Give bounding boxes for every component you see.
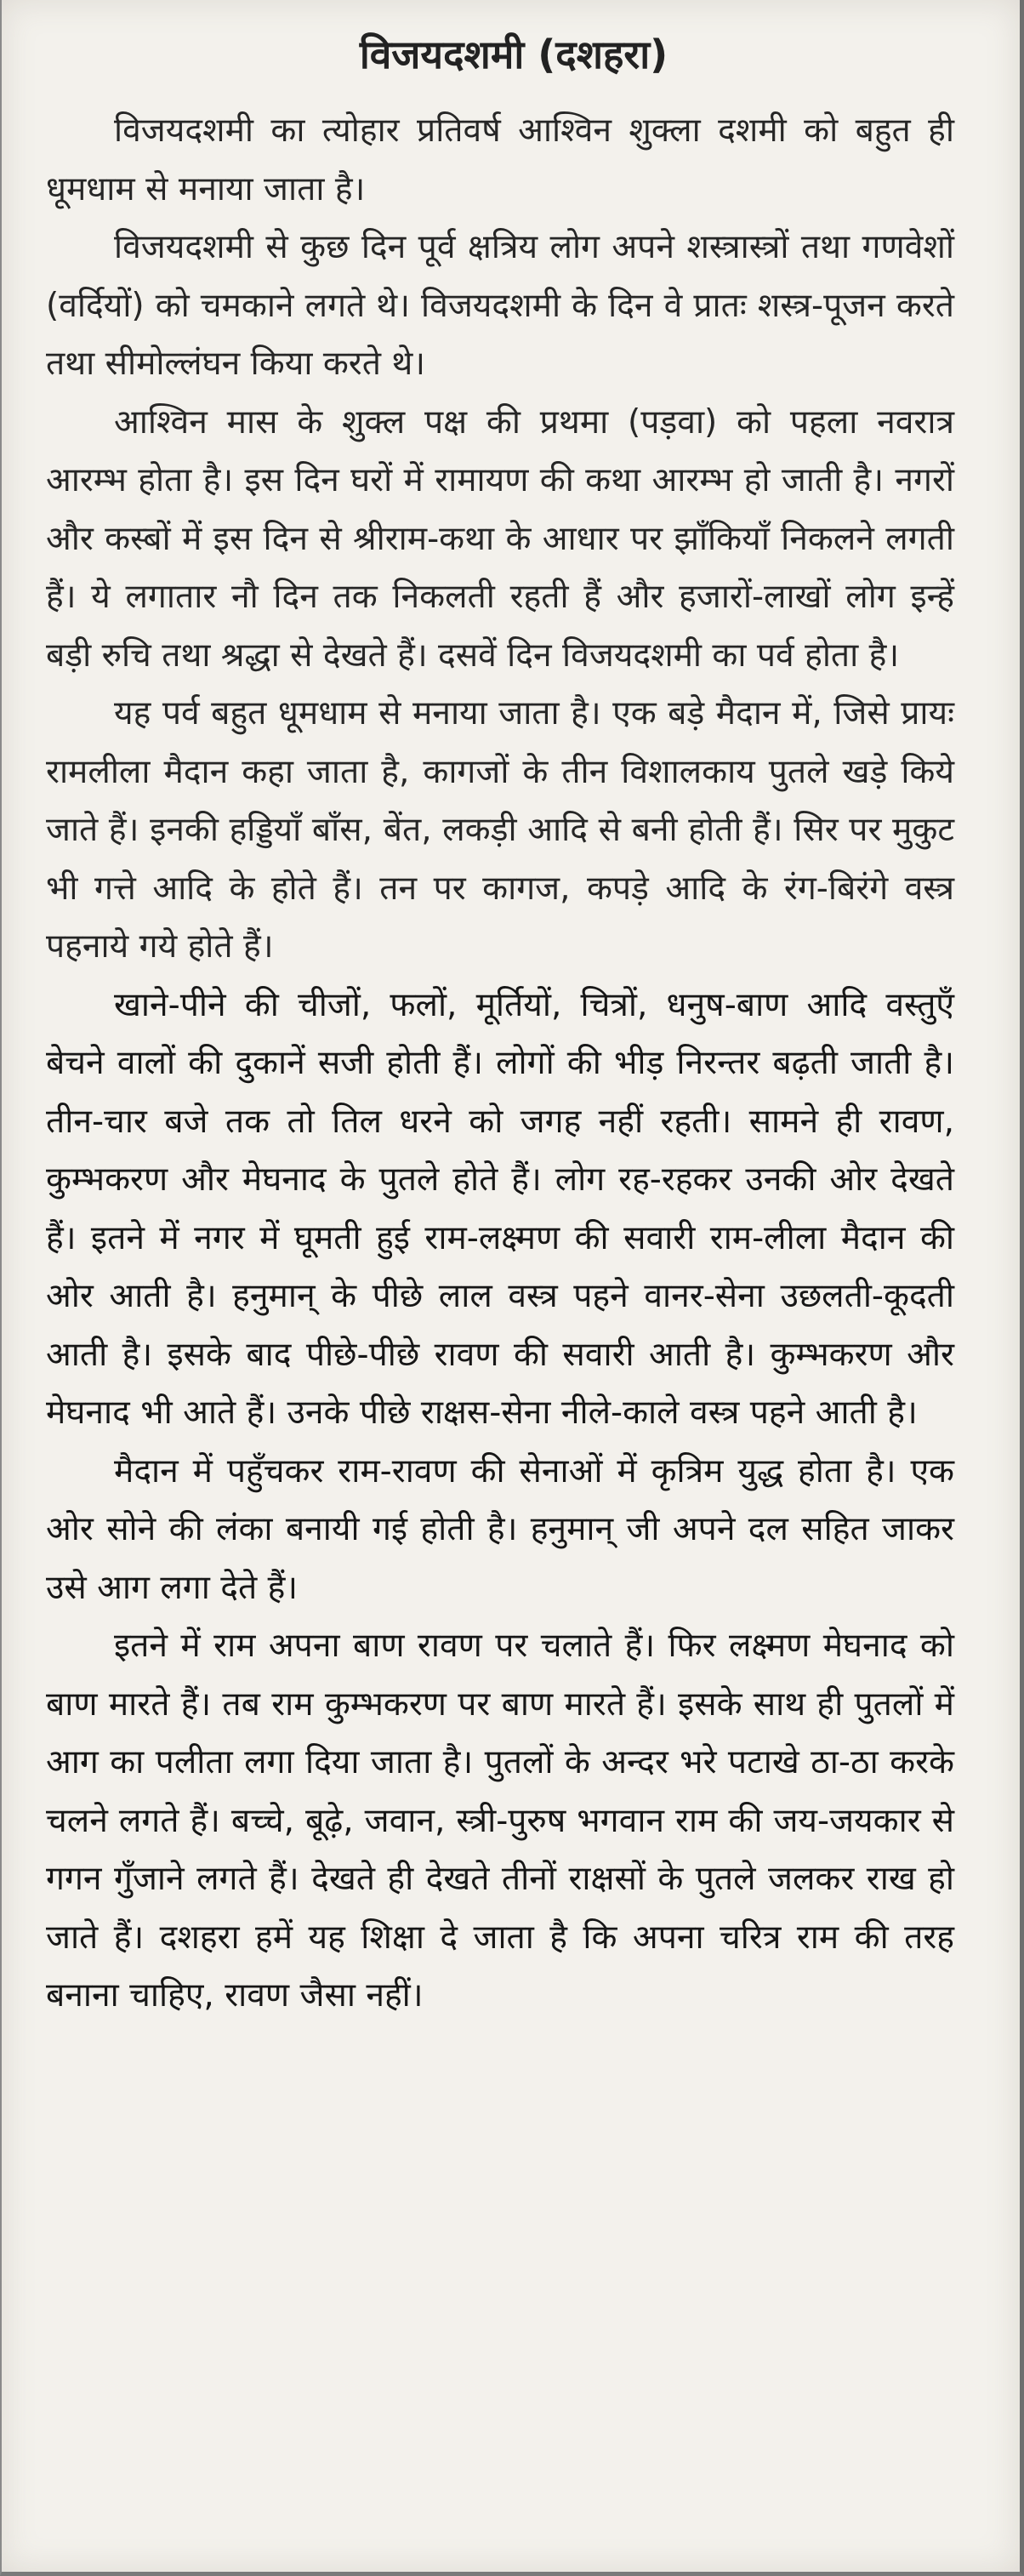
paragraph-effigies: यह पर्व बहुत धूमधाम से मनाया जाता है। एक बड़े मैदान में, जिसे प्रायः रामलीला मैदान कहा जाता है, कागजों के तीन विशालकाय पुतले खड़े किये जाते हैं। इनकी हड्डियाँ बाँस, बेंत, लकड़ी आदि से बनी होती हैं। सिर पर मुकुट भी गत्ते आदि के होते हैं। तन पर कागज, कपड़े आदि के रंग-बिरंगे वस्त्र पहनाये गये होते हैं। [46, 694, 954, 966]
essay-body [46, 102, 954, 2026]
paragraph-fair-procession: खाने-पीने की चीजों, फलों, मूर्तियों, चित्रों, धनुष-बाण आदि वस्तुएँ बेचने वालों की दुकानें सजी होती हैं। लोगों की भीड़ निरन्तर बढ़ती जाती है। तीन-चार बजे तक तो तिल धरने को जगह नहीं रहती। सामने ही रावण, कुम्भकरण और मेघनाद के पुतले होते हैं। लोग रह-रहकर उनकी ओर देखते हैं। इतने में नगर में घूमती हुई राम-लक्ष्मण की सवारी राम-लीला मैदान की ओर आती है। हनुमान् के पीछे लाल वस्त्र पहने वानर-सेना उछलती-कूदती आती है। इसके बाद पीछे-पीछे रावण की सवारी आती है। कुम्भकरण और मेघनाद भी आते हैं। उनके पीछे राक्षस-सेना नीले-काले वस्त्र पहने आती है। [46, 985, 954, 1432]
paragraph-burning-effigies: इतने में राम अपना बाण रावण पर चलाते हैं। फिर लक्ष्मण मेघनाद को बाण मारते हैं। तब राम कुम्भकरण पर बाण मारते हैं। इसके साथ ही पुतलों में आग का पलीता लगा दिया जाता है। पुतलों के अन्दर भरे पटाखे ठा-ठा करके चलने लगते हैं। बच्चे, बूढ़े, जवान, स्त्री-पुरुष भगवान राम की जय-जयकार से गगन गुँजाने लगते हैं। देखते ही देखते तीनों राक्षसों के पुतले जलकर राख हो जाते हैं। दशहरा हमें यह शिक्षा दे जाता है कि अपना चरित्र राम की तरह बनाना चाहिए, रावण जैसा नहीं। [46, 1627, 954, 2015]
paragraph-mock-battle: मैदान में पहुँचकर राम-रावण की सेनाओं में कृत्रिम युद्ध होता है। एक ओर सोने की लंका बनायी गई होती है। हनुमान् जी अपने दल सहित जाकर उसे आग लगा देते हैं। [46, 1451, 954, 1607]
paragraph-navratri: आश्विन मास के शुक्ल पक्ष की प्रथमा (पड़वा) को पहला नवरात्र आरम्भ होता है। इस दिन घरों में रामायण की कथा आरम्भ हो जाती है। नगरों और कस्बों में इस दिन से श्रीराम-कथा के आधार पर झाँकियाँ निकलने लगती हैं। ये लगातार नौ दिन तक निकलती रहती हैं और हजारों-लाखों लोग इन्हें बड़ी रुचि तथा श्रद्धा से देखते हैं। दसवें दिन विजयदशमी का पर्व होता है। [46, 402, 954, 675]
page-title: विजयदशमी (दशहरा) [359, 31, 668, 77]
paragraph-weapon-worship: विजयदशमी से कुछ दिन पूर्व क्षत्रिय लोग अपने शस्त्रास्त्रों तथा गणवेशों (वर्दियों) को चमकाने लगते थे। विजयदशमी के दिन वे प्रातः शस्त्र-पूजन करते तथा सीमोल्लंघन किया करते थे। [46, 228, 954, 383]
paragraph-festival-date: विजयदशमी का त्योहार प्रतिवर्ष आश्विन शुक्ला दशमी को बहुत ही धूमधाम से मनाया जाता है। [46, 111, 954, 208]
